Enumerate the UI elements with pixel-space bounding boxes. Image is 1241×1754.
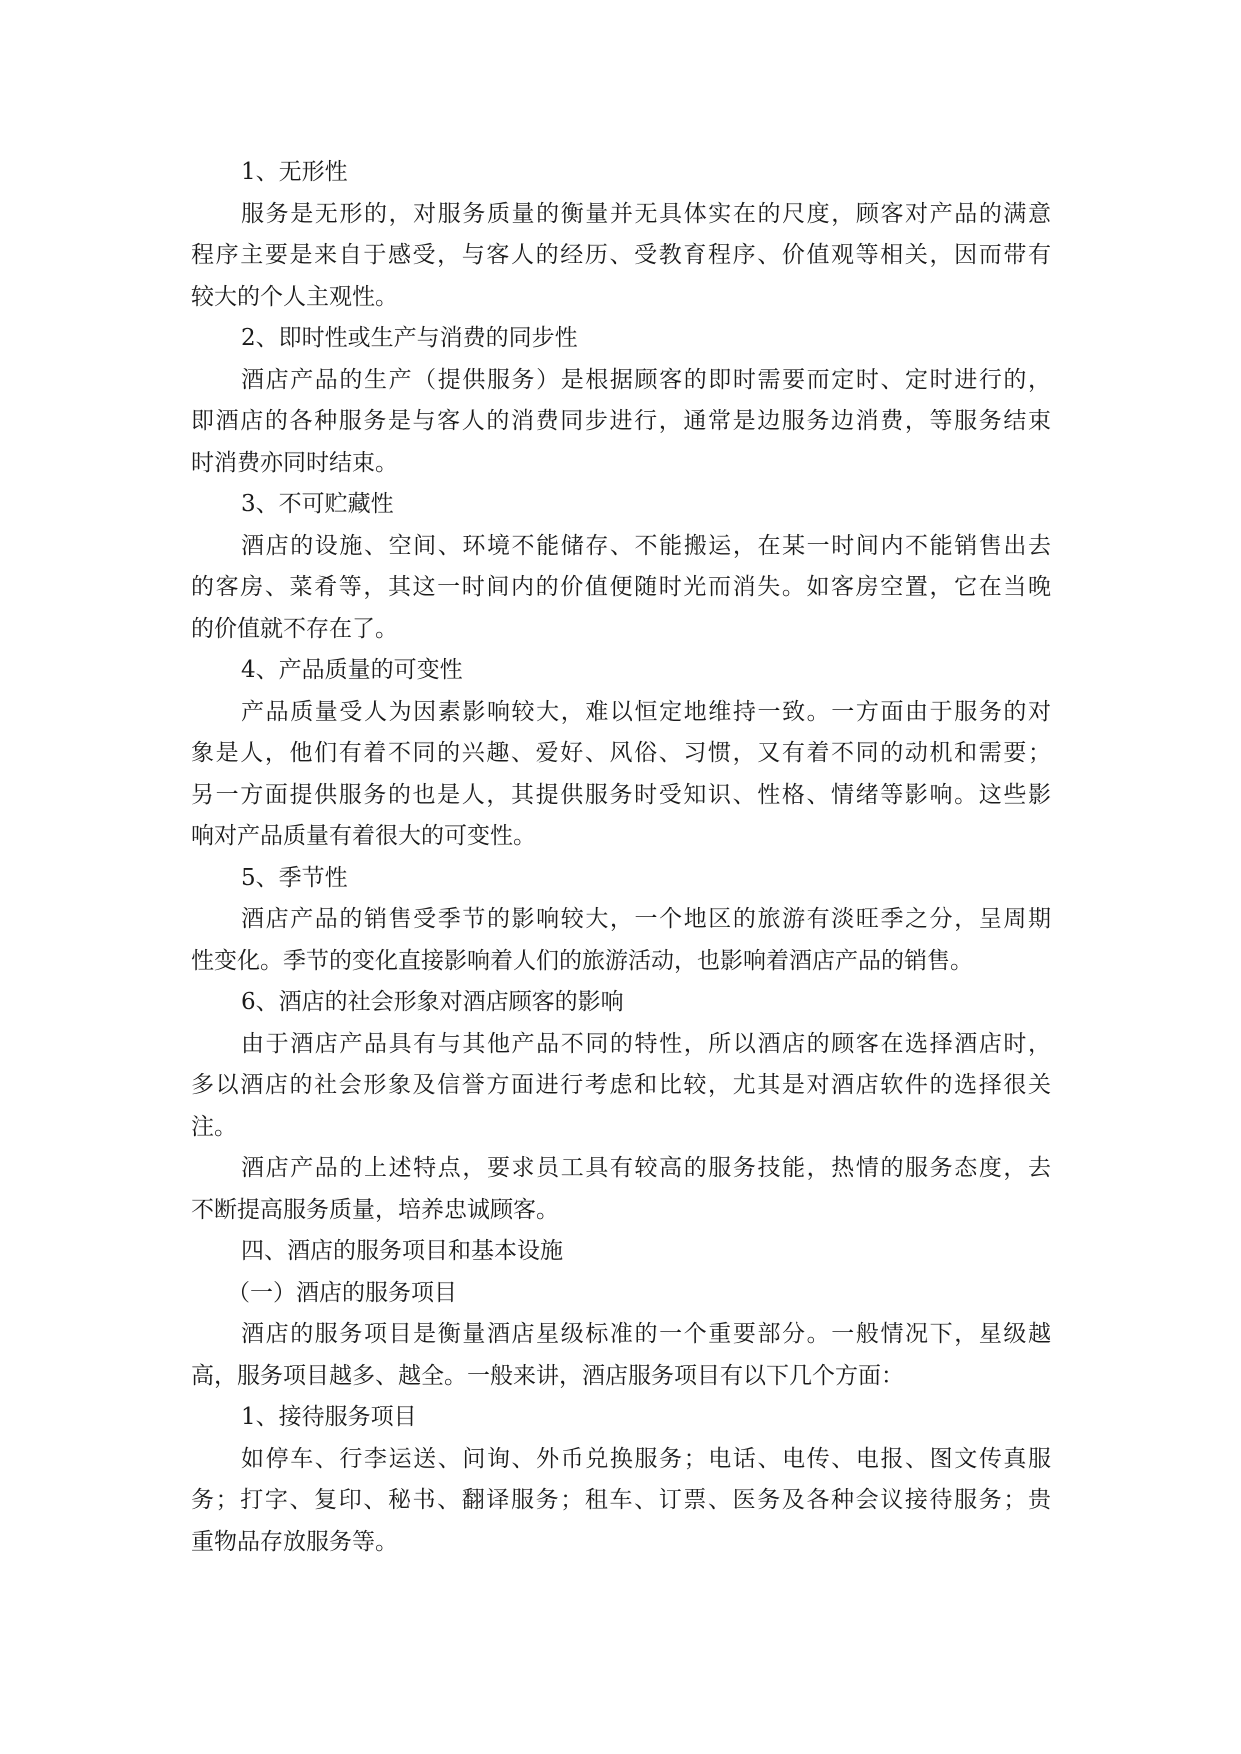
paragraph-line: 时消费亦同时结束。	[191, 449, 398, 476]
paragraph-line: 高，服务项目越多、越全。一般来讲，酒店服务项目有以下几个方面：	[191, 1362, 904, 1389]
section-heading-intangibility: 1、无形性	[241, 159, 348, 185]
paragraph-line: 即酒店的各种服务是与客人的消费同步进行，通常是边服务边消费，等服务结束	[191, 408, 1051, 434]
paragraph-line: 性变化。季节的变化直接影响着人们的旅游活动，也影响着酒店产品的销售。	[191, 947, 973, 974]
paragraph-line: 酒店产品的上述特点，要求员工具有较高的服务技能，热情的服务态度，去	[241, 1155, 1051, 1181]
paragraph-line: 服务是无形的，对服务质量的衡量并无具体实在的尺度，顾客对产品的满意	[241, 200, 1051, 227]
paragraph-line: 较大的个人主观性。	[191, 283, 398, 310]
paragraph-line: 多以酒店的社会形象及信誉方面进行考虑和比较，尤其是对酒店软件的选择很关	[191, 1072, 1051, 1098]
section-heading-reception-services: 1、接待服务项目	[241, 1404, 417, 1430]
paragraph-line: 另一方面提供服务的也是人，其提供服务时受知识、性格、情绪等影响。这些影	[191, 781, 1051, 808]
section-heading-variability: 4、产品质量的可变性	[241, 657, 463, 683]
chapter-heading-services-facilities: 四、酒店的服务项目和基本设施	[241, 1238, 563, 1264]
paragraph-line: 象是人，他们有着不同的兴趣、爱好、风俗、习惯，又有着不同的动机和需要；	[191, 740, 1051, 766]
paragraph-line: 由于酒店产品具有与其他产品不同的特性，所以酒店的顾客在选择酒店时，	[241, 1030, 1051, 1057]
paragraph-line: 务；打字、复印、秘书、翻译服务；租车、订票、医务及各种会议接待服务；贵	[191, 1487, 1051, 1513]
section-heading-seasonality: 5、季节性	[241, 864, 348, 891]
paragraph-line: 酒店产品的生产（提供服务）是根据顾客的即时需要而定时、定时进行的，	[241, 366, 1051, 393]
paragraph-line: 注。	[191, 1113, 237, 1140]
paragraph-line: 酒店的设施、空间、环境不能储存、不能搬运，在某一时间内不能销售出去	[241, 532, 1051, 559]
paragraph-line: 重物品存放服务等。	[191, 1528, 398, 1555]
section-heading-social-image: 6、酒店的社会形象对酒店顾客的影响	[241, 989, 624, 1015]
section-heading-perishability: 3、不可贮藏性	[241, 491, 394, 517]
paragraph-line: 不断提高服务质量，培养忠诚顾客。	[191, 1196, 559, 1223]
paragraph-line: 如停车、行李运送、问询、外币兑换服务；电话、电传、电报、图文传真服	[241, 1445, 1051, 1472]
paragraph-line: 酒店的服务项目是衡量酒店星级标准的一个重要部分。一般情况下，星级越	[241, 1321, 1051, 1347]
paragraph-line: 的价值就不存在了。	[191, 615, 398, 642]
section-heading-simultaneity: 2、即时性或生产与消费的同步性	[241, 325, 578, 351]
paragraph-line: 的客房、菜肴等，其这一时间内的价值便随时光而消失。如客房空置，它在当晚	[191, 574, 1051, 600]
subsection-heading-service-items: （一）酒店的服务项目	[227, 1279, 457, 1306]
paragraph-line: 响对产品质量有着很大的可变性。	[191, 823, 536, 849]
paragraph-line: 产品质量受人为因素影响较大，难以恒定地维持一致。一方面由于服务的对	[241, 698, 1051, 725]
document-body	[191, 152, 1051, 1563]
paragraph-line: 程序主要是来自于感受，与客人的经历、受教育程序、价值观等相关，因而带有	[191, 242, 1051, 268]
paragraph-line: 酒店产品的销售受季节的影响较大，一个地区的旅游有淡旺季之分，呈周期	[241, 906, 1051, 932]
